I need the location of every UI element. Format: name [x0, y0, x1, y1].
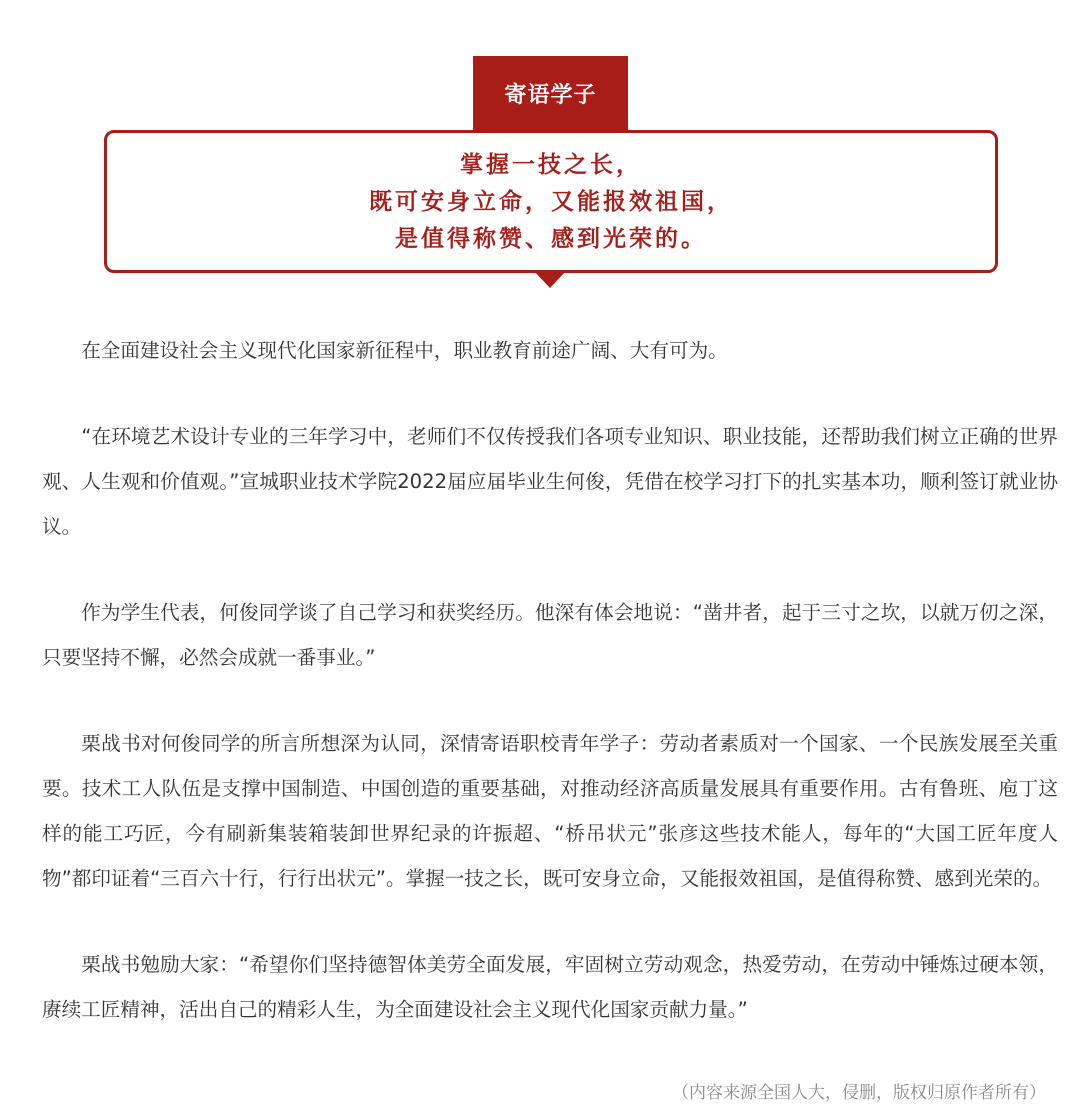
article-paragraph-5: 栗战书勉励大家：“希望你们坚持德智体美劳全面发展，牢固树立劳动观念，热爱劳动，在劳动中锤炼过硬本领，赓续工匠精神，活出自己的精彩人生，为全面建设社会主义现代化国家贡献力量。”: [42, 953, 1058, 1021]
article-paragraph-2: “在环境艺术设计专业的三年学习中，老师们不仅传授我们各项专业知识、职业技能，还帮助我们树立正确的世界观、人生观和价值观。”宣城职业技术学院2022届应届毕业生何俊，凭借在校学习打下的扎实基本功，顺利签订就业协议。: [42, 425, 1058, 538]
callout-pointer-triangle: [534, 271, 566, 288]
article-body: [42, 328, 1058, 1073]
article-paragraph-4: 栗战书对何俊同学的所言所想深为认同，深情寄语职校青年学子：劳动者素质对一个国家、一个民族发展至关重要。技术工人队伍是支撑中国制造、中国创造的重要基础，对推动经济高质量发展具有重要作用。古有鲁班、庖丁这样的能工巧匠，今有刷新集装箱装卸世界纪录的许振超、“桥吊状元”张彦这些技术能人，每年的“大国工匠年度人物”都印证着“三百六十行，行行出状元”。掌握一技之长，既可安身立命，又能报效祖国，是值得称赞、感到光荣的。: [42, 732, 1058, 890]
quote-line-2: 既可安身立命，又能报效祖国，: [369, 189, 733, 215]
quote-callout-box: [104, 130, 998, 273]
article-paragraph-3: 作为学生代表，何俊同学谈了自己学习和获奖经历。他深有体会地说：“凿井者，起于三寸之坎，以就万仞之深，只要坚持不懈，必然会成就一番事业。”: [42, 601, 1058, 669]
section-title-tag: [473, 56, 628, 132]
quote-line-3: 是值得称赞、感到光荣的。: [395, 226, 707, 252]
quote-line-1: 掌握一技之长，: [460, 152, 642, 178]
article-paragraph-1: 在全面建设社会主义现代化国家新征程中，职业教育前途广阔、大有可为。: [81, 339, 728, 362]
section-title-label: 寄语学子: [504, 81, 597, 108]
source-note: （内容来源全国人大，侵删，版权归原作者所有）: [672, 1083, 1046, 1103]
